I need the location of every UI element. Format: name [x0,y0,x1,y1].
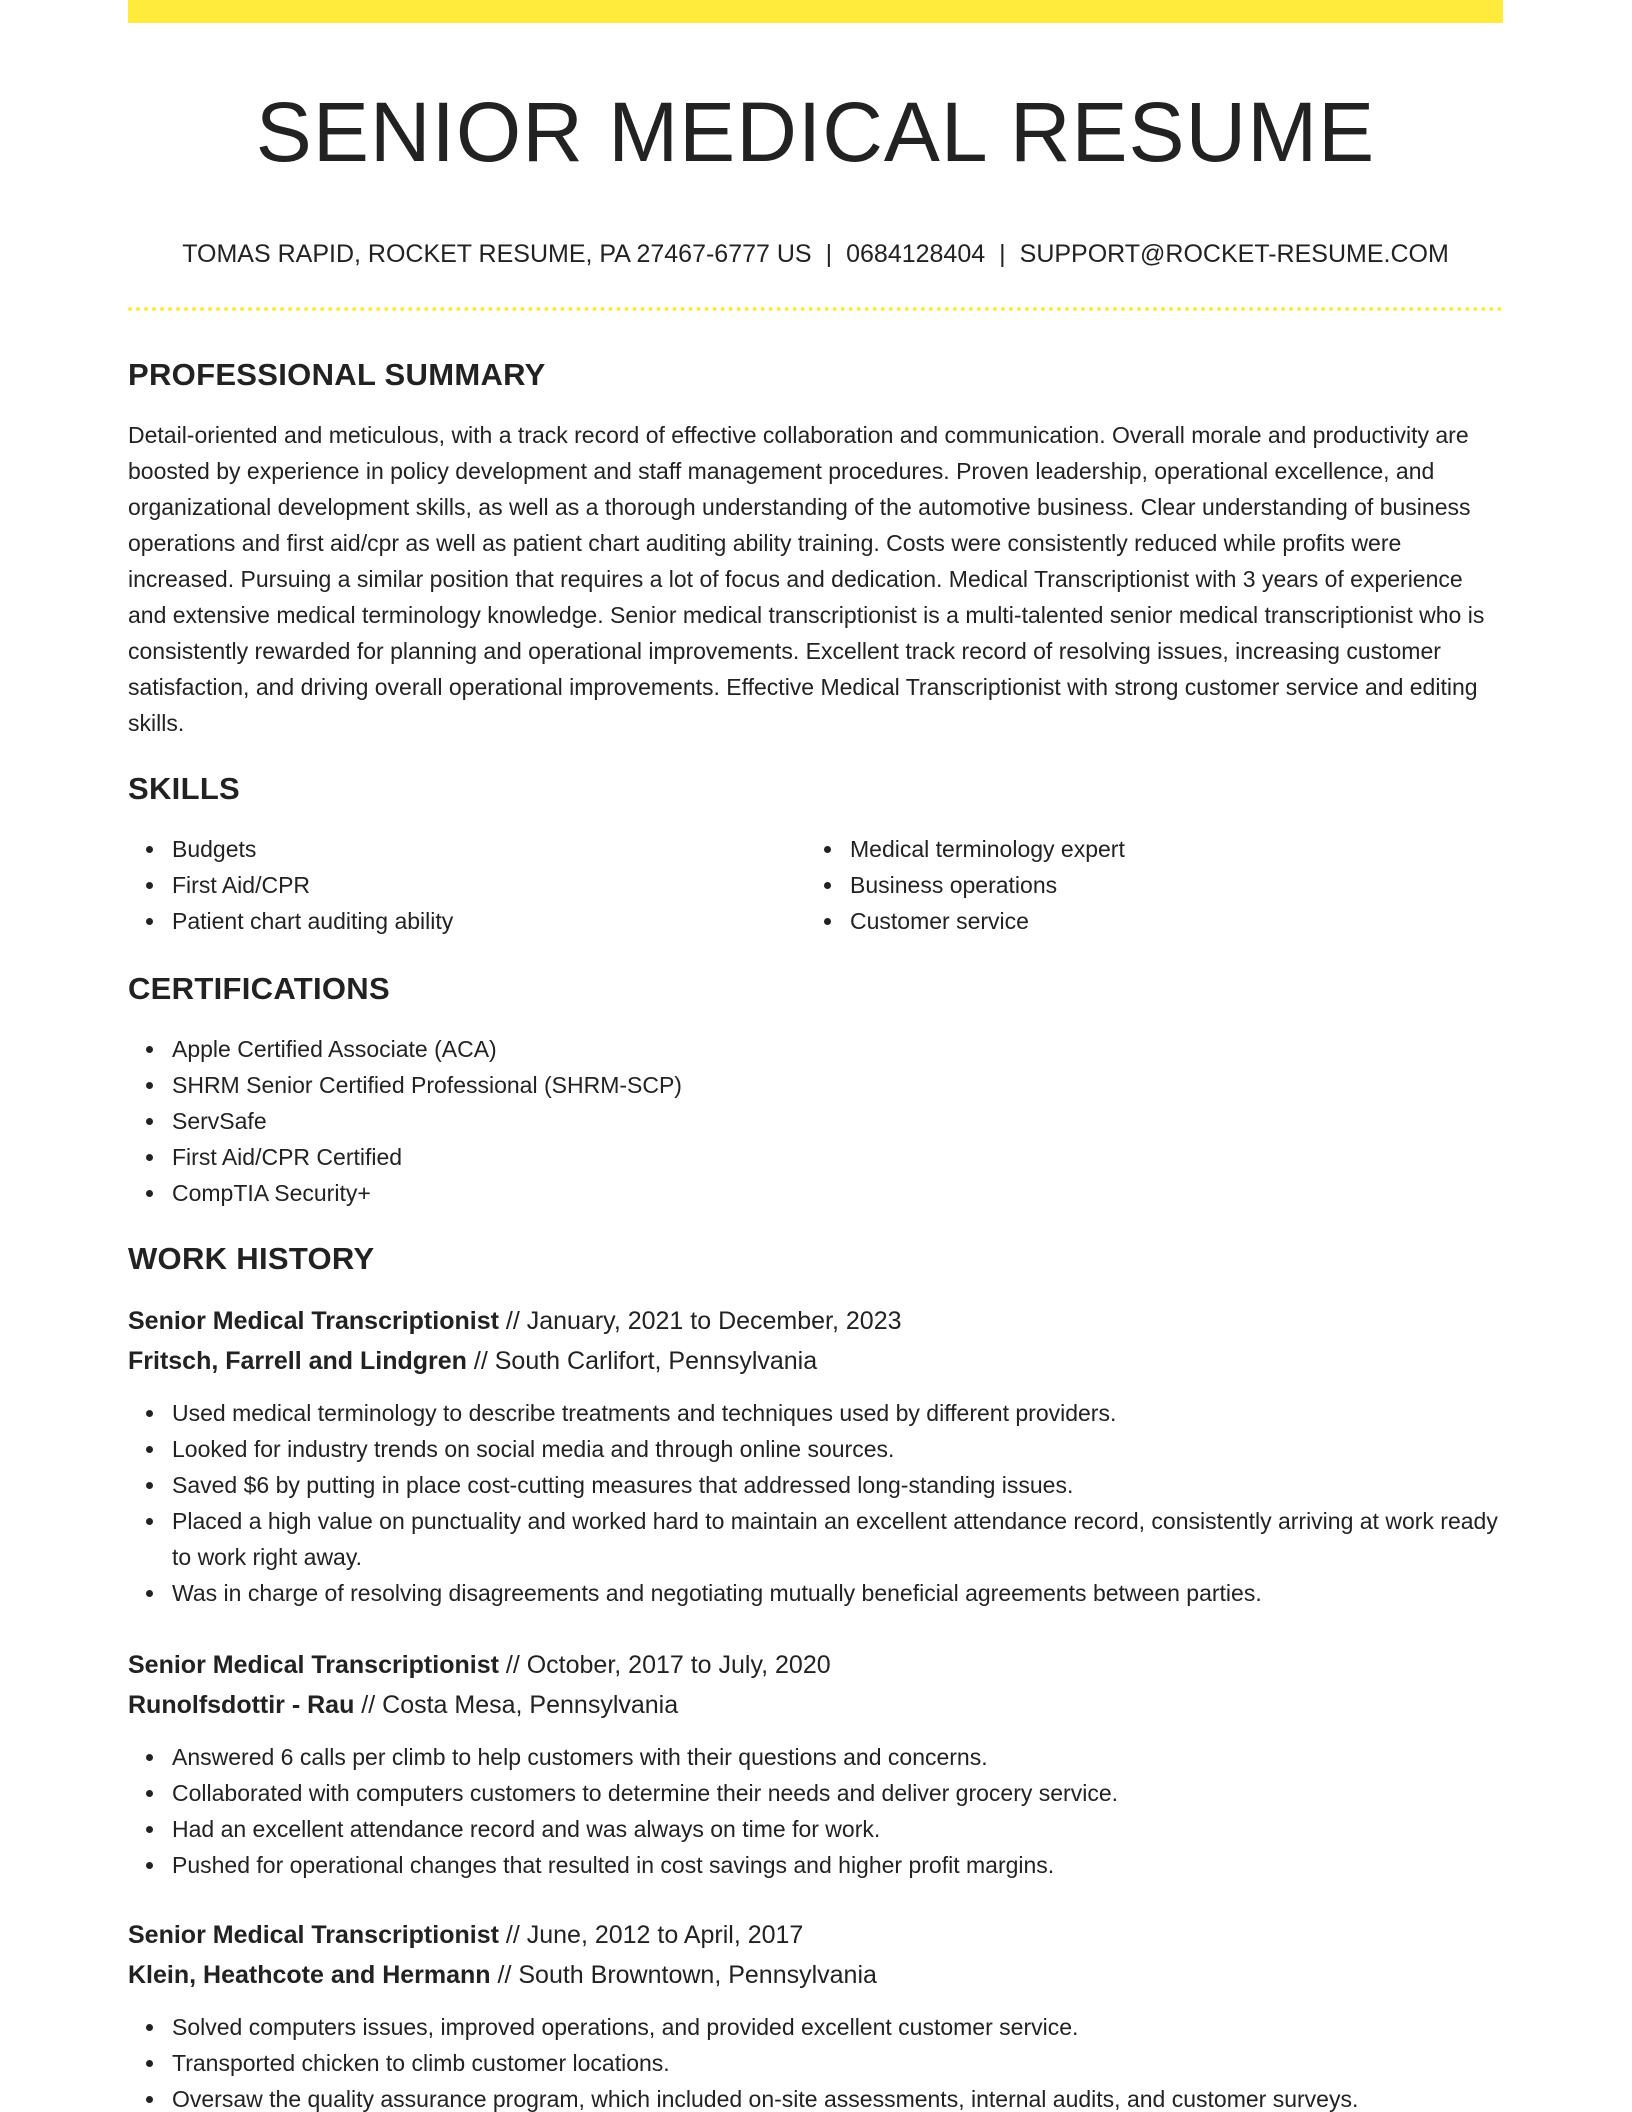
job-dates: October, 2017 to July, 2020 [526,1651,831,1679]
work-history-heading: WORK HISTORY [128,1241,375,1276]
contact-separator: | [825,240,833,268]
contact-phone[interactable]: 0684128404 [846,240,986,268]
job-bullet: Collaborated with computers customers to determine their needs and deliver grocery service. [128,1775,1503,1811]
accent-top-bar [128,0,1503,23]
skill-item: Patient chart auditing ability [128,903,788,939]
skill-item: Business operations [806,867,1466,903]
summary-heading: PROFESSIONAL SUMMARY [128,357,546,392]
job-bullet: Answered 6 calls per climb to help customers with their questions and concerns. [128,1739,1503,1775]
job-bullet: Was in charge of resolving disagreements and negotiating mutually beneficial agreements between parties. [128,1575,1503,1611]
job-dates: January, 2021 to December, 2023 [526,1307,902,1335]
skill-item: First Aid/CPR [128,867,788,903]
job-separator: // [354,1691,383,1719]
job-bullet: Looked for industry trends on social media and through online sources. [128,1431,1503,1467]
job-bullet: Used medical terminology to describe treatments and techniques used by different providers. [128,1395,1503,1431]
resume-title: SENIOR MEDICAL RESUME [255,85,1376,179]
job-title: Senior Medical Transcriptionist [128,1921,499,1949]
job-bullet: Saved $6 by putting in place cost-cutting measures that addressed long-standing issues. [128,1467,1503,1503]
job-bullet: Solved computers issues, improved operations, and provided excellent customer service. [128,2009,1503,2045]
job-separator: // [490,1961,519,1989]
job-bullet: Oversaw the quality assurance program, which included on-site assessments, internal audits, and customer surveys. [128,2081,1503,2112]
certification-item: ServSafe [128,1103,1503,1139]
job-separator: // [498,1651,527,1679]
skills-list-right [806,831,1466,939]
job-company-line [128,1958,877,1992]
job-company: Runolfsdottir - Rau [128,1691,355,1719]
job-bullet-list [128,1395,1503,1611]
job-company: Klein, Heathcote and Hermann [128,1961,491,1989]
contact-address: TOMAS RAPID, ROCKET RESUME, PA 27467-6777 US [182,240,812,268]
certification-item: First Aid/CPR Certified [128,1139,1503,1175]
job-company-line [128,1688,678,1722]
certification-item: SHRM Senior Certified Professional (SHRM-SCP) [128,1067,1503,1103]
job-location: Costa Mesa, Pennsylvania [382,1691,679,1719]
job-title-line [128,1918,803,1952]
dotted-divider [128,307,1503,311]
job-bullet-list [128,1739,1503,1883]
certification-item: Apple Certified Associate (ACA) [128,1031,1503,1067]
certifications-list [128,1031,1503,1211]
job-bullet: Transported chicken to climb customer locations. [128,2045,1503,2081]
job-title: Senior Medical Transcriptionist [128,1651,499,1679]
certifications-heading: CERTIFICATIONS [128,971,390,1006]
summary-text: Detail-oriented and meticulous, with a track record of effective collaboration and communication. Overall morale and productivity are boosted by experience in policy development and staff management procedures. Proven leadership, operational excellence, and organizational development skills, as well as a thorough understanding of the automotive business. Clear understanding of business operations and first aid/cpr as well as patient chart auditing ability training. Costs were consistently reduced while profits were increased. Pursuing a similar position that requires a lot of focus and dedication. Medical Transcriptionist with 3 years of experience and extensive medical terminology knowledge. Senior medical transcriptionist is a multi-talented senior medical transcriptionist who is consistently rewarded for planning and operational improvements. Excellent track record of resolving issues, increasing customer satisfaction, and driving overall operational improvements. Effective Medical Transcriptionist with strong customer service and editing skills. [128,422,1485,736]
skills-heading: SKILLS [128,771,241,806]
job-title-line [128,1648,831,1682]
job-separator: // [498,1307,527,1335]
job-company-line [128,1344,817,1378]
contact-line [128,238,1503,270]
job-title: Senior Medical Transcriptionist [128,1307,499,1335]
job-title-line [128,1304,902,1338]
skill-item: Medical terminology expert [806,831,1466,867]
skills-list-left [128,831,788,939]
job-company: Fritsch, Farrell and Lindgren [128,1347,467,1375]
job-location: South Carlifort, Pennsylvania [494,1347,818,1375]
skill-item: Budgets [128,831,788,867]
job-separator: // [498,1921,527,1949]
job-dates: June, 2012 to April, 2017 [526,1921,804,1949]
job-bullet-list [128,2009,1503,2112]
contact-email[interactable]: SUPPORT@ROCKET-RESUME.COM [1019,240,1449,268]
job-bullet: Pushed for operational changes that resulted in cost savings and higher profit margins. [128,1847,1503,1883]
job-bullet: Had an excellent attendance record and was always on time for work. [128,1811,1503,1847]
job-bullet: Placed a high value on punctuality and worked hard to maintain an excellent attendance record, consistently arriving at work ready to work right away. [128,1503,1503,1575]
contact-separator: | [999,240,1006,268]
job-location: South Browntown, Pennsylvania [518,1961,877,1989]
skill-item: Customer service [806,903,1466,939]
job-separator: // [466,1347,495,1375]
certification-item: CompTIA Security+ [128,1175,1503,1211]
